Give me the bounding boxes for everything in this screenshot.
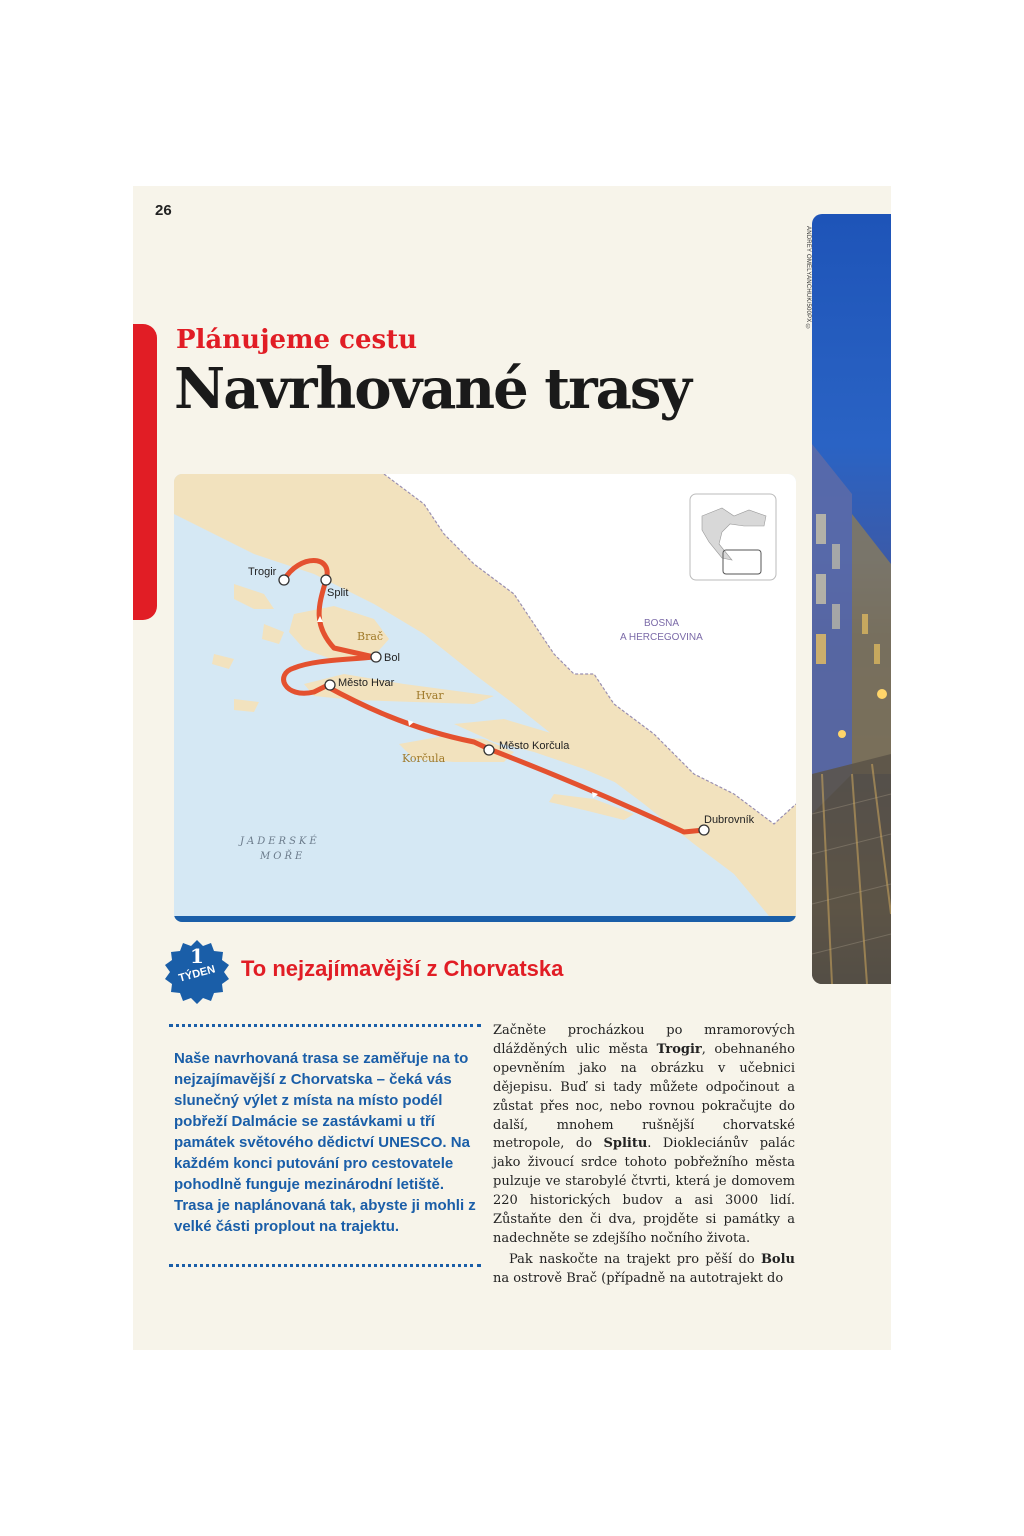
badge-number: 1 bbox=[190, 944, 204, 968]
page-number: 26 bbox=[155, 202, 172, 219]
label-bosna-2: A HERCEGOVINA bbox=[620, 632, 703, 643]
label-sea-1: JADERSKÉ bbox=[240, 836, 320, 847]
intro-text: Naše navrhovaná trasa se zaměřuje na to nejzajímavější z Chorvatska – čeká vás slunečný výlet z místa na místo podél pobřeží Dalmácie se zastávkami u tří památek světového dědictví UNESCO. Na každém konci putování pro cestovatele pohodlně funguje mezinárodní letiště. Trasa je naplánovaná tak, abyste ji mohli z velké části proplout na trajektu. bbox=[174, 1050, 476, 1235]
duration-badge bbox=[163, 938, 231, 1006]
label-bosna-1: BOSNA bbox=[644, 618, 680, 629]
label-bol: Bol bbox=[384, 652, 400, 664]
stop-bol bbox=[371, 652, 381, 662]
stop-split bbox=[321, 575, 331, 585]
guidebook-page bbox=[133, 186, 891, 1350]
label-sea-2: MOŘE bbox=[260, 851, 306, 862]
label-split: Split bbox=[327, 587, 349, 599]
divider-top bbox=[169, 1024, 481, 1027]
section-kicker: Plánujeme cestu bbox=[176, 325, 418, 355]
map-border bbox=[174, 916, 796, 922]
place-bol: Bolu bbox=[760, 1251, 795, 1267]
label-mesto-korcula: Město Korčula bbox=[499, 740, 570, 752]
photo-credit: ANDREY OMELYANCHUK/500PX © bbox=[805, 226, 811, 331]
badge-unit: TÝDEN bbox=[177, 963, 217, 985]
label-korcula: Korčula bbox=[402, 752, 446, 765]
divider-bottom bbox=[169, 1264, 481, 1267]
label-hvar: Hvar bbox=[416, 689, 444, 702]
label-mesto-hvar: Město Hvar bbox=[338, 677, 395, 689]
route-map bbox=[174, 474, 796, 922]
body-text bbox=[493, 1022, 795, 1289]
place-split: Splitu bbox=[603, 1136, 648, 1152]
stop-mesto-korcula bbox=[484, 745, 494, 755]
label-brac: Brač bbox=[357, 630, 384, 643]
route-title: To nejzajímavější z Chorvatska bbox=[241, 956, 564, 981]
label-trogir: Trogir bbox=[248, 566, 277, 578]
body-paragraph-1: Začněte procházkou po mramorových dlážděných ulic města Trogir, obehnaného opevněním jako na obrázku v učebnici dějepisu. Buď si tady můžete odpočinout a zůstat přes noc, nebo rovnou pokračujte do další, mnohem rušnější chorvatské metropole, do Splitu. Diokleciánův palác jako živoucí srdce tohoto pobřežního města pulzuje ve starobylé čtvrti, která je domovem 220 historických budov a asi 3000 lidí. Zůstaňte den či dva, projděte si památky a nadechněte se zdejšího nočního života. bbox=[493, 1023, 796, 1246]
section-tab bbox=[133, 324, 157, 620]
stop-mesto-hvar bbox=[325, 680, 335, 690]
label-dubrovnik: Dubrovník bbox=[704, 814, 755, 826]
stop-dubrovnik bbox=[699, 825, 709, 835]
body-paragraph-2: Pak naskočte na trajekt pro pěší do Bolu na ostrově Brač (případně na autotrajekt do bbox=[493, 1251, 795, 1286]
page-title: Navrhované trasy bbox=[174, 356, 690, 422]
street-photo bbox=[812, 214, 891, 984]
locator-inset bbox=[690, 494, 776, 580]
place-trogir: Trogir bbox=[656, 1041, 702, 1057]
stop-trogir bbox=[279, 575, 289, 585]
